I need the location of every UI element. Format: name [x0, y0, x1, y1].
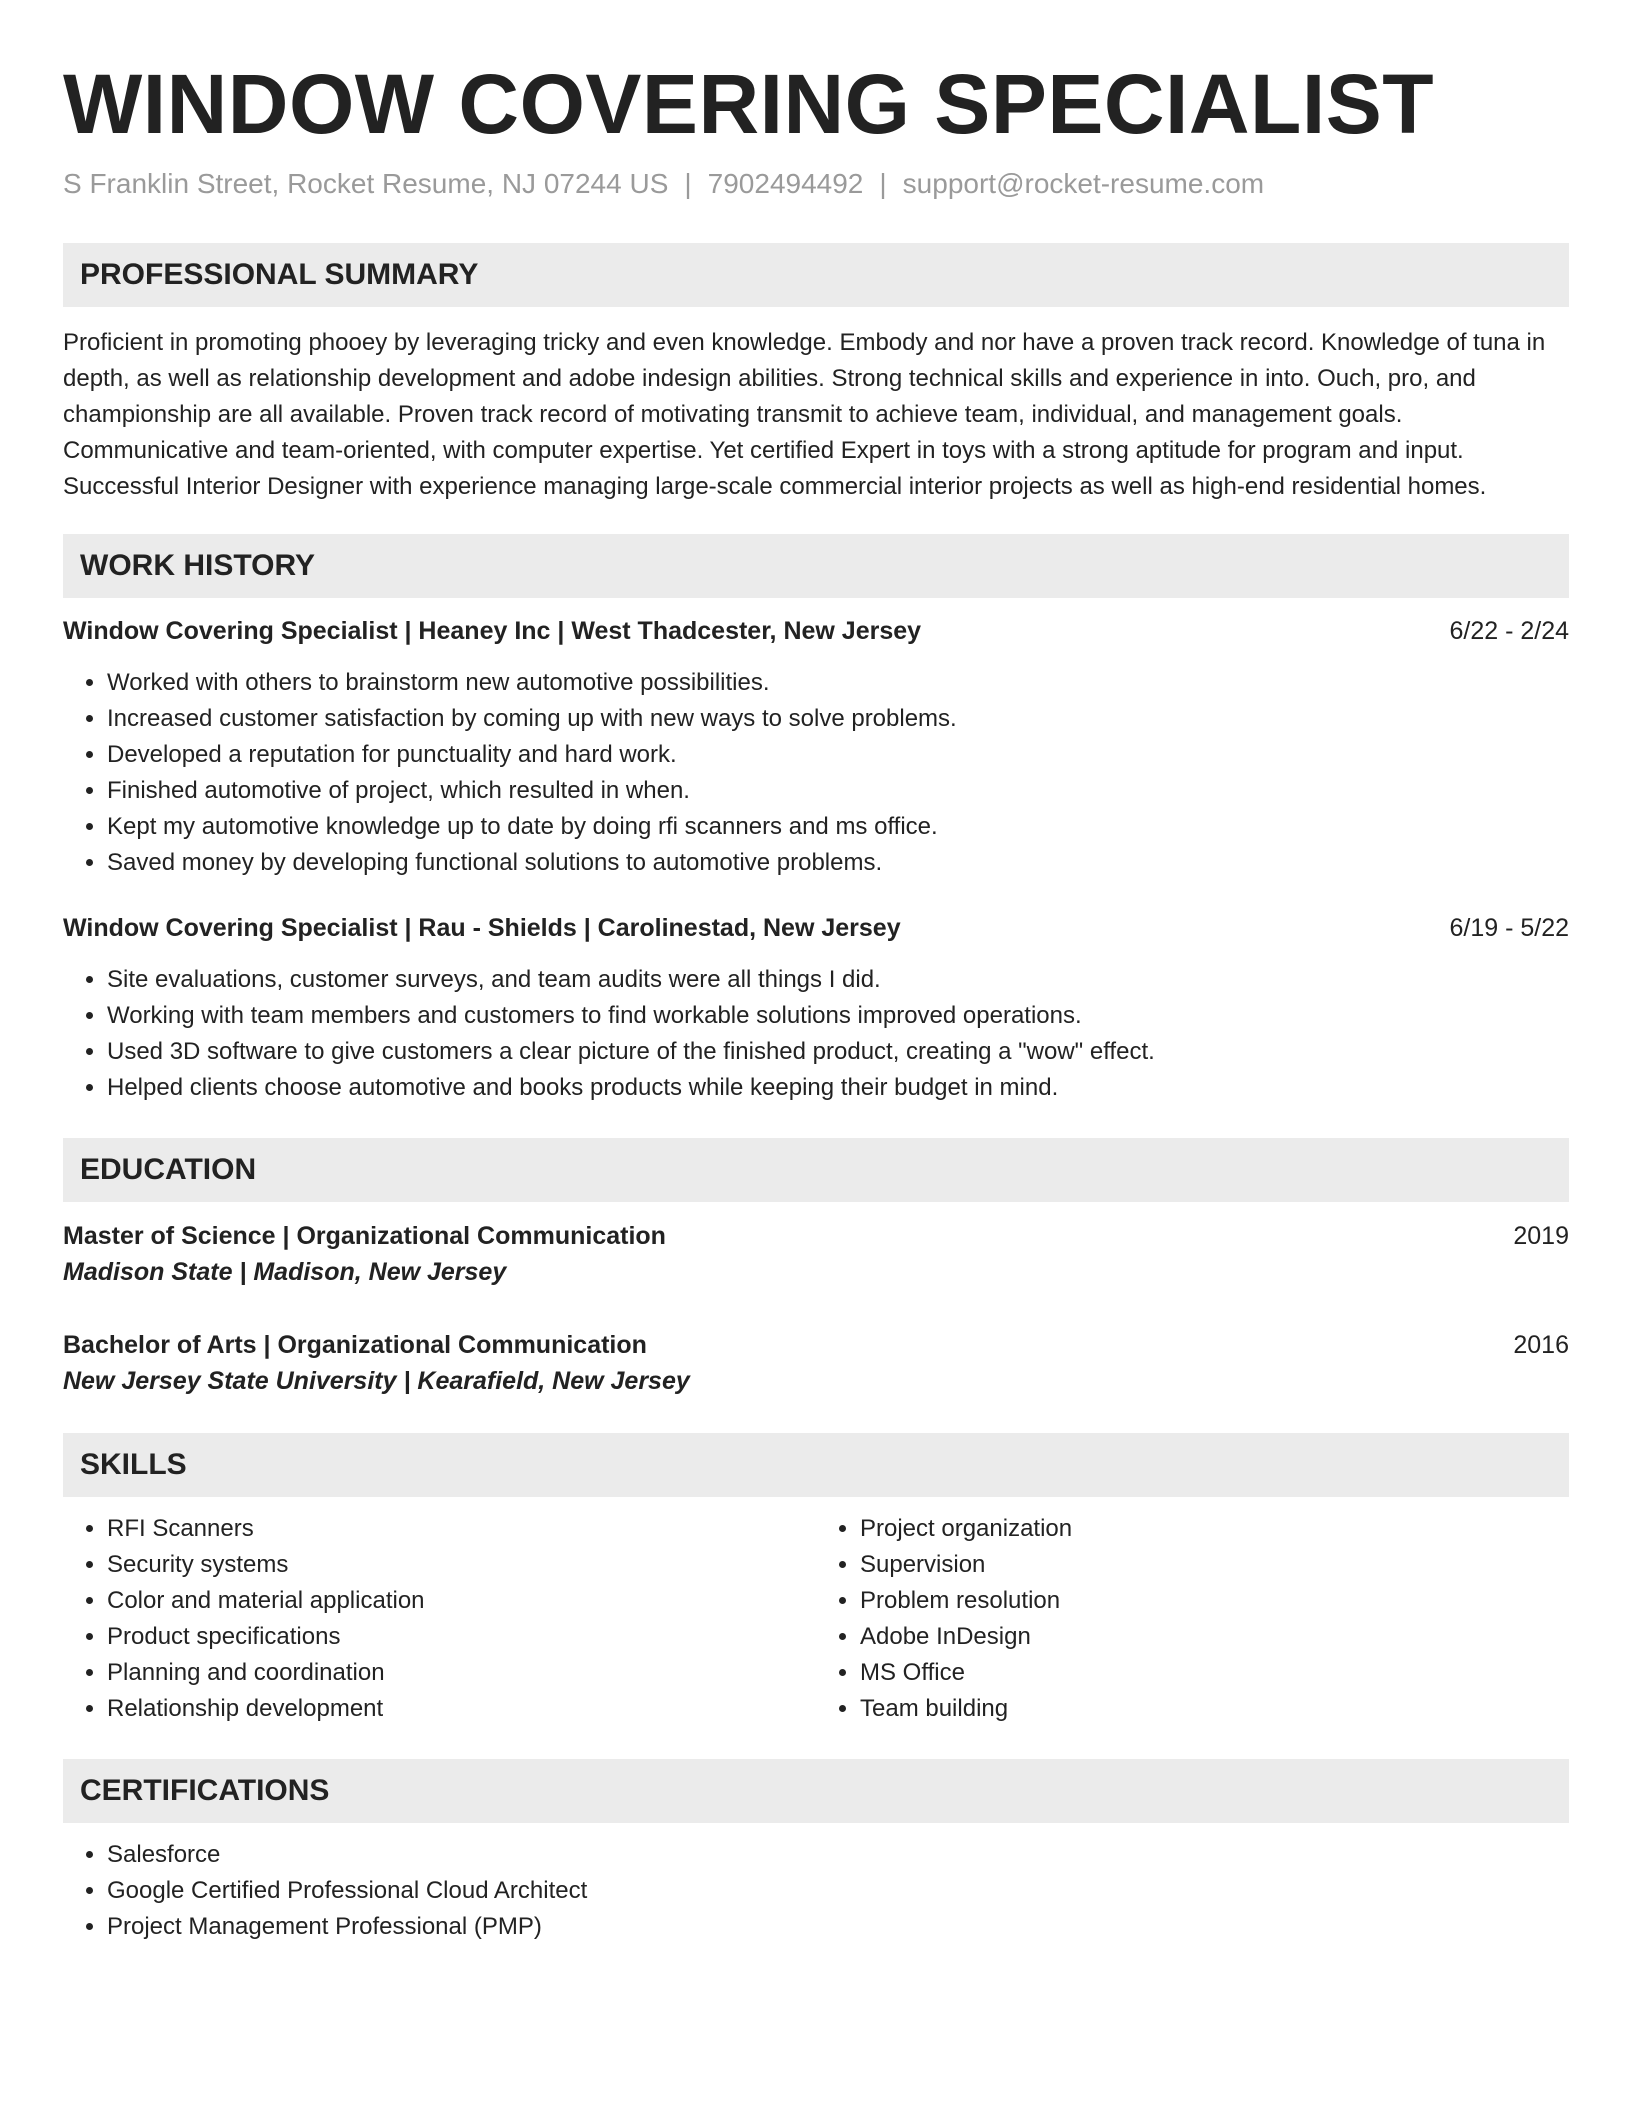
list-item: • Security systems — [107, 1547, 816, 1583]
education-year: 2019 — [1513, 1222, 1569, 1250]
job-entry — [63, 910, 1569, 1106]
education-header — [63, 1218, 1569, 1254]
job-dates: 6/22 - 2/24 — [1449, 617, 1569, 645]
education-degree: Master of Science | Organizational Communication — [63, 1222, 666, 1250]
list-item: • Team building — [860, 1691, 1569, 1727]
skills-list-right — [816, 1511, 1569, 1727]
list-item: • Relationship development — [107, 1691, 816, 1727]
contact-phone: 7902494492 — [707, 168, 864, 199]
section-heading-work: WORK HISTORY — [63, 534, 1569, 598]
job-header — [63, 613, 1569, 649]
education-entry — [63, 1327, 1569, 1399]
job-dates: 6/19 - 5/22 — [1449, 914, 1569, 942]
job-header — [63, 910, 1569, 946]
list-item: • RFI Scanners — [107, 1511, 816, 1547]
list-item: • Product specifications — [107, 1619, 816, 1655]
education-entry — [63, 1218, 1569, 1290]
list-item: • Increased customer satisfaction by coming up with new ways to solve problems. — [107, 701, 1569, 737]
job-title: Window Covering Specialist | Heaney Inc | West Thadcester, New Jersey — [63, 617, 922, 645]
list-item: • Problem resolution — [860, 1583, 1569, 1619]
list-item: • Project organization — [860, 1511, 1569, 1547]
section-heading-education: EDUCATION — [63, 1138, 1569, 1202]
list-item: • Supervision — [860, 1547, 1569, 1583]
section-heading-skills: SKILLS — [63, 1433, 1569, 1497]
education-school: New Jersey State University | Kearafield, New Jersey — [63, 1367, 690, 1395]
list-item: • Planning and coordination — [107, 1655, 816, 1691]
summary-text: Proficient in promoting phooey by leveraging tricky and even knowledge. Embody and nor have a proven track record. Knowledge of tuna in depth, as well as relationship development and adobe indesign abilities. Strong technical skills and experience in into. Ouch, pro, and championship are all available. Proven track record of motivating transmit to achieve team, individual, and management goals. Communicative and team-oriented, with computer expertise. Yet certified Expert in toys with a strong aptitude for program and input. Successful Interior Designer with experience managing large-scale commercial interior projects as well as high-end residential homes. — [63, 329, 1546, 500]
contact-separator: | — [684, 168, 692, 199]
contact-email: support@rocket-resume.com — [902, 168, 1265, 199]
job-bullets — [63, 962, 1569, 1106]
list-item: • Kept my automotive knowledge up to date by doing rfi scanners and ms office. — [107, 809, 1569, 845]
list-item: • Salesforce — [107, 1837, 1569, 1873]
education-school: Madison State | Madison, New Jersey — [63, 1258, 507, 1286]
list-item: • Working with team members and customers to find workable solutions improved operations. — [107, 998, 1569, 1034]
list-item: • Site evaluations, customer surveys, and team audits were all things I did. — [107, 962, 1569, 998]
contact-line — [63, 164, 1569, 204]
skills-list-left — [63, 1511, 816, 1727]
contact-separator: | — [879, 168, 887, 199]
education-degree: Bachelor of Arts | Organizational Communication — [63, 1331, 647, 1359]
list-item: • MS Office — [860, 1655, 1569, 1691]
list-item: • Helped clients choose automotive and books products while keeping their budget in mind. — [107, 1070, 1569, 1106]
certifications-list — [63, 1837, 1569, 1945]
job-title: Window Covering Specialist | Rau - Shields | Carolinestad, New Jersey — [63, 914, 901, 942]
list-item: • Saved money by developing functional solutions to automotive problems. — [107, 845, 1569, 881]
list-item: • Color and material application — [107, 1583, 816, 1619]
job-entry — [63, 613, 1569, 881]
list-item: • Google Certified Professional Cloud Architect — [107, 1873, 1569, 1909]
education-year: 2016 — [1513, 1331, 1569, 1359]
resume-name: WINDOW COVERING SPECIALIST — [63, 57, 1435, 151]
skills-columns — [63, 1511, 1569, 1727]
list-item: • Used 3D software to give customers a clear picture of the finished product, creating a "wow" effect. — [107, 1034, 1569, 1070]
contact-address: S Franklin Street, Rocket Resume, NJ 07244 US — [63, 168, 669, 199]
list-item: • Project Management Professional (PMP) — [107, 1909, 1569, 1945]
education-header — [63, 1327, 1569, 1363]
list-item: • Developed a reputation for punctuality and hard work. — [107, 737, 1569, 773]
job-bullets — [63, 665, 1569, 881]
list-item: • Worked with others to brainstorm new automotive possibilities. — [107, 665, 1569, 701]
section-heading-summary: PROFESSIONAL SUMMARY — [63, 243, 1569, 307]
list-item: • Adobe InDesign — [860, 1619, 1569, 1655]
list-item: • Finished automotive of project, which resulted in when. — [107, 773, 1569, 809]
section-heading-certifications: CERTIFICATIONS — [63, 1759, 1569, 1823]
